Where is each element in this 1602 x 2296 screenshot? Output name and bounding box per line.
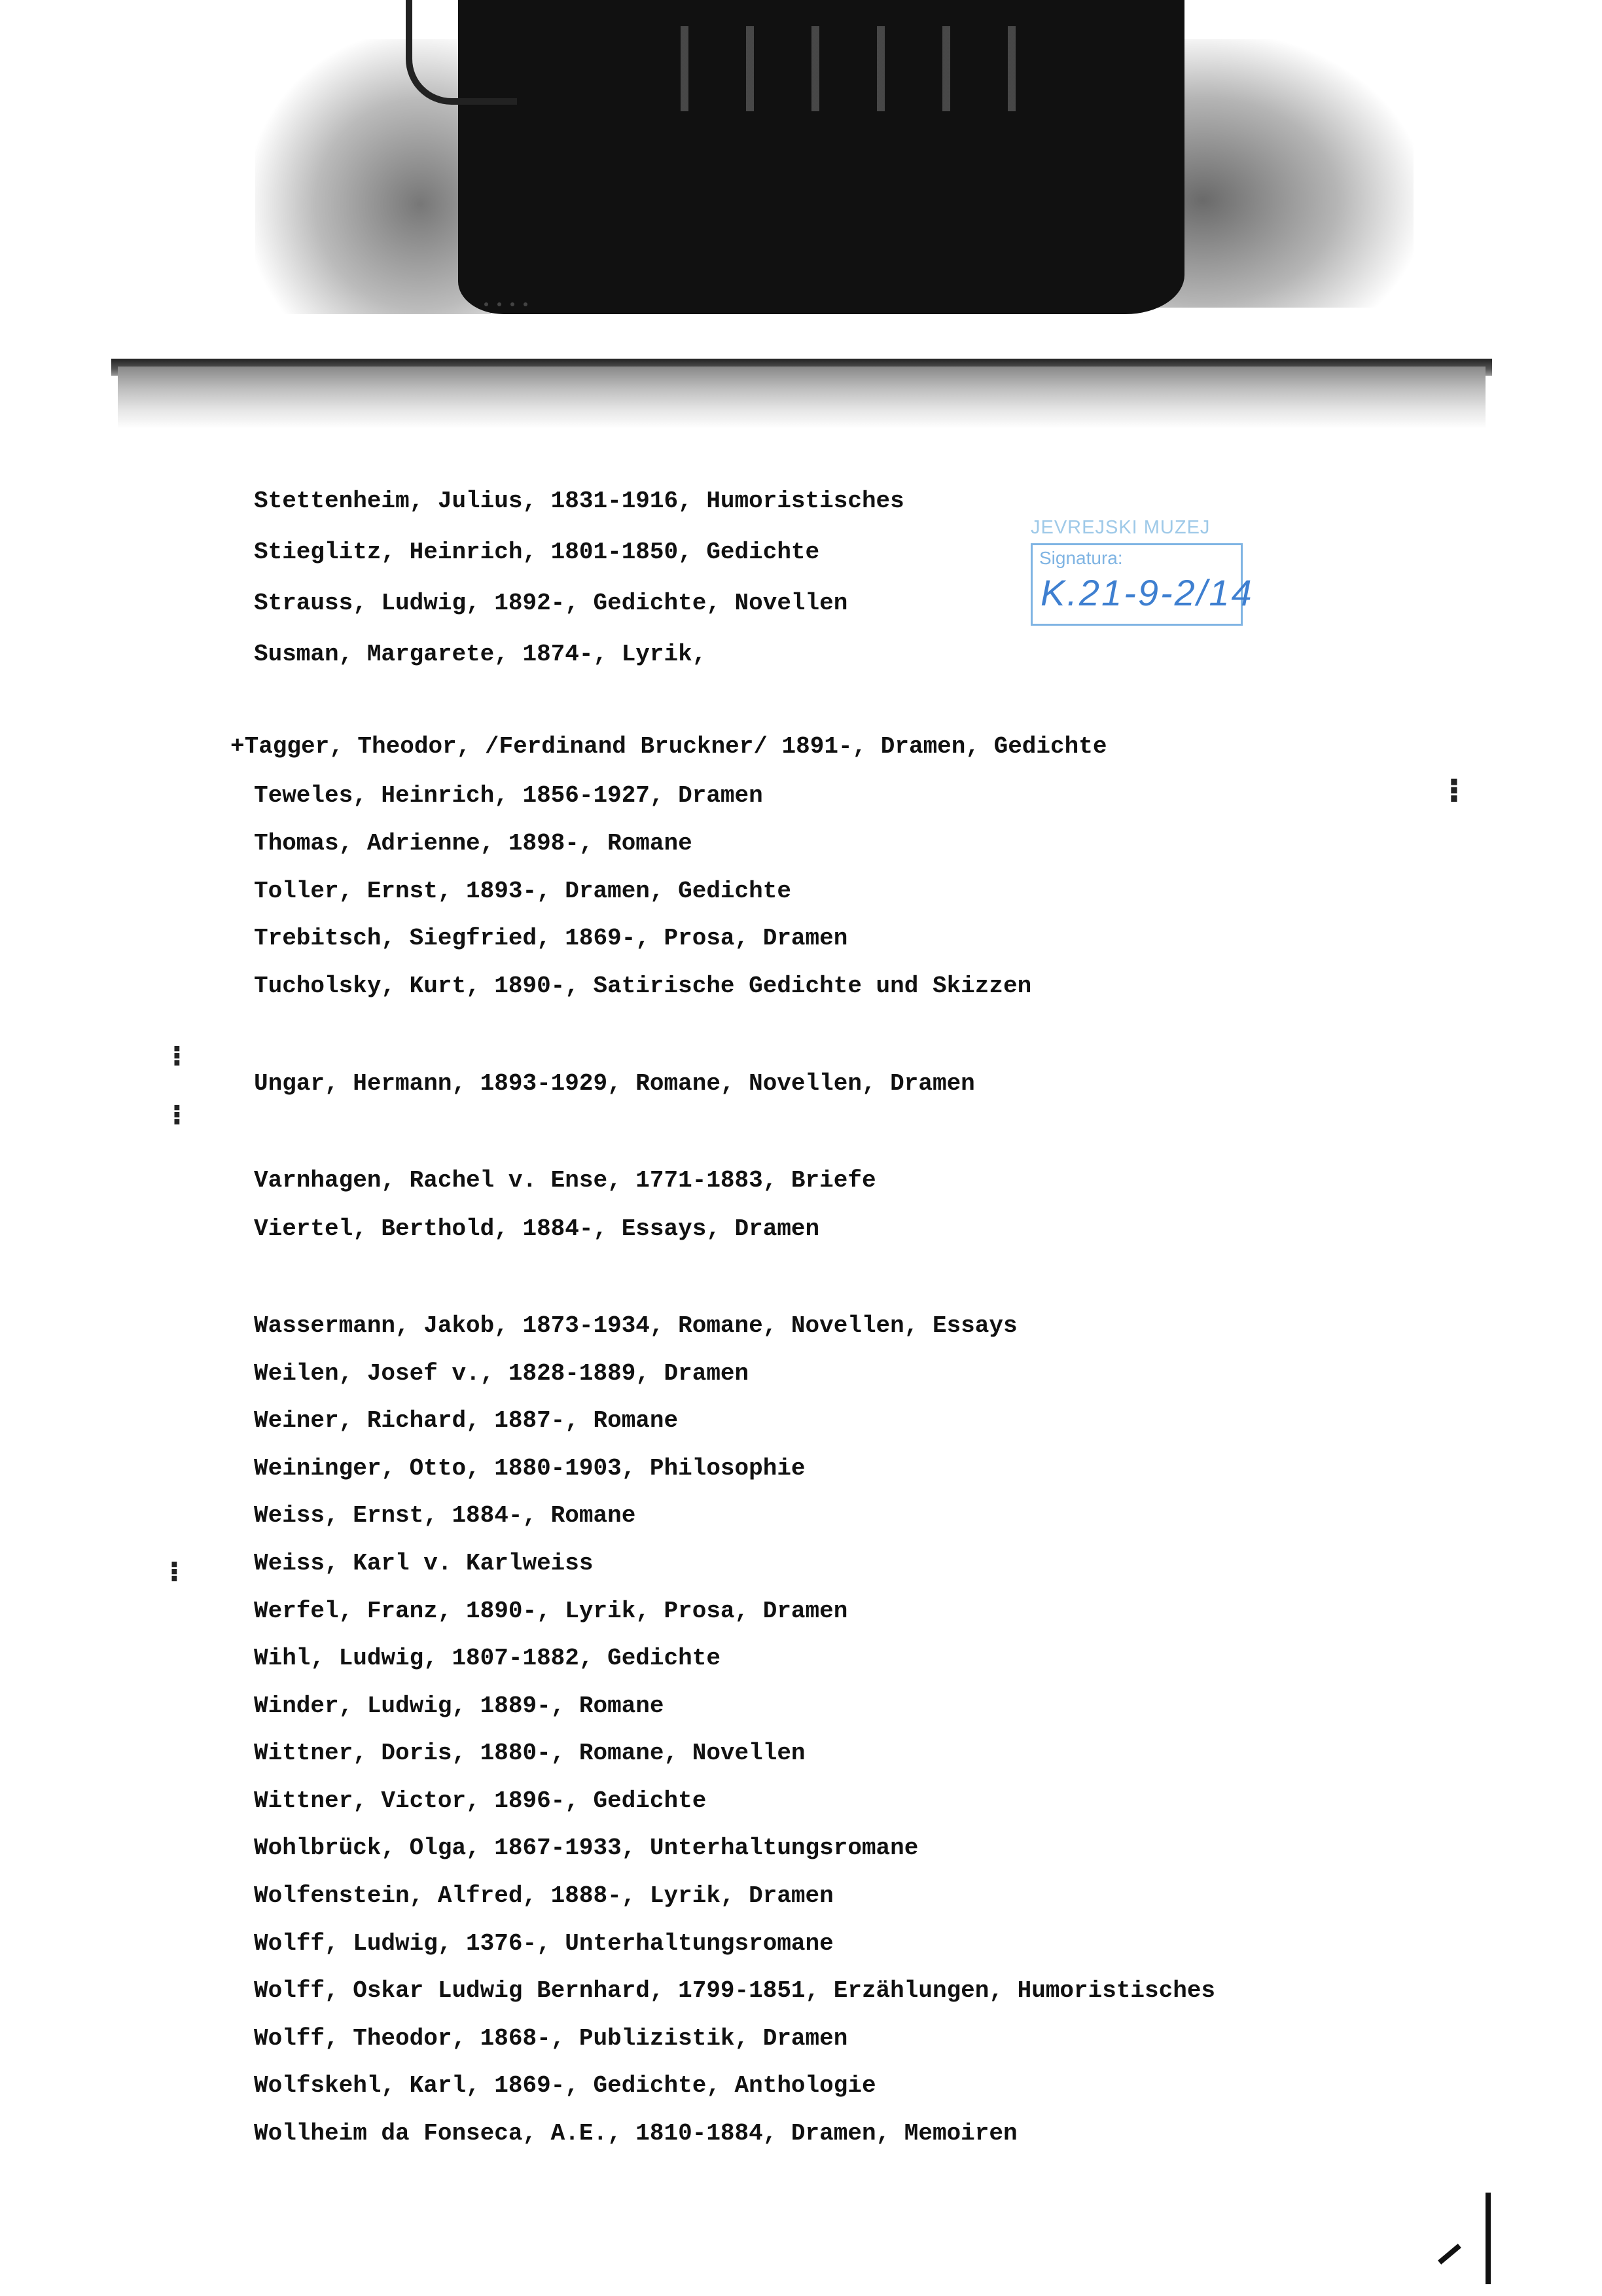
author-entry: Thomas, Adrienne, 1898-, Romane bbox=[254, 830, 692, 857]
author-entry: Stieglitz, Heinrich, 1801-1850, Gedichte bbox=[254, 539, 820, 565]
author-entry: Wihl, Ludwig, 1807-1882, Gedichte bbox=[254, 1645, 721, 1672]
author-entry: Wolff, Ludwig, 1376-, Unterhaltungsromane bbox=[254, 1930, 834, 1957]
author-entry: Viertel, Berthold, 1884-, Essays, Dramen bbox=[254, 1215, 820, 1242]
author-entry: Wassermann, Jakob, 1873-1934, Romane, Novellen, Essays bbox=[254, 1312, 1018, 1339]
author-entry: Weiss, Ernst, 1884-, Romane bbox=[254, 1502, 636, 1529]
margin-mark: ⁝ bbox=[171, 1039, 183, 1073]
photocopied-cable bbox=[406, 0, 517, 105]
stamp-label: Signatura: bbox=[1039, 548, 1123, 568]
author-entry: Tucholsky, Kurt, 1890-, Satirische Gedichte und Skizzen bbox=[254, 973, 1032, 999]
corner-mark bbox=[1446, 2193, 1491, 2284]
author-entry: Werfel, Franz, 1890-, Lyrik, Prosa, Dramen bbox=[254, 1598, 848, 1624]
speck-dots bbox=[484, 298, 681, 317]
author-entry: Weininger, Otto, 1880-1903, Philosophie bbox=[254, 1455, 806, 1482]
author-entry: Susman, Margarete, 1874-, Lyrik, bbox=[254, 641, 707, 668]
author-entry: Wolff, Oskar Ludwig Bernhard, 1799-1851, Erzählungen, Humoristisches bbox=[254, 1977, 1216, 2004]
author-entry: Wolff, Theodor, 1868-, Publizistik, Dramen bbox=[254, 2025, 848, 2052]
author-entry: Wolfskehl, Karl, 1869-, Gedichte, Anthologie bbox=[254, 2072, 876, 2099]
author-entry: Wolfenstein, Alfred, 1888-, Lyrik, Dramen bbox=[254, 1882, 834, 1909]
margin-mark: ⁝ bbox=[169, 1555, 180, 1588]
author-entry: Ungar, Hermann, 1893-1929, Romane, Novellen, Dramen bbox=[254, 1070, 975, 1097]
page-edge-shadow bbox=[118, 367, 1486, 429]
author-entry: Toller, Ernst, 1893-, Dramen, Gedichte bbox=[254, 878, 791, 905]
author-entry: +Tagger, Theodor, /Ferdinand Bruckner/ 1891-, Dramen, Gedichte bbox=[230, 733, 1107, 760]
photocopied-object-detail bbox=[654, 26, 1047, 111]
margin-mark: ⁝ bbox=[171, 1098, 183, 1132]
stamp-signature-value: K.21-9-2/14 bbox=[1041, 572, 1254, 613]
author-entry: Winder, Ludwig, 1889-, Romane bbox=[254, 1693, 664, 1719]
author-entry: Strauss, Ludwig, 1892-, Gedichte, Novellen bbox=[254, 590, 848, 617]
author-entry: Weiner, Richard, 1887-, Romane bbox=[254, 1407, 679, 1434]
stamp-museum-name: JEVREJSKI MUZEJ bbox=[1031, 517, 1211, 538]
author-entry: Wittner, Victor, 1896-, Gedichte bbox=[254, 1787, 707, 1814]
author-entry: Varnhagen, Rachel v. Ense, 1771-1883, Briefe bbox=[254, 1167, 876, 1194]
author-entry: Teweles, Heinrich, 1856-1927, Dramen bbox=[254, 782, 763, 809]
author-entry: Weiss, Karl v. Karlweiss bbox=[254, 1550, 594, 1577]
author-entry: Wohlbrück, Olga, 1867-1933, Unterhaltungsromane bbox=[254, 1835, 919, 1861]
author-entry: Trebitsch, Siegfried, 1869-, Prosa, Dramen bbox=[254, 925, 848, 952]
author-entry: Weilen, Josef v., 1828-1889, Dramen bbox=[254, 1360, 749, 1387]
margin-mark: ⁝ bbox=[1448, 771, 1461, 810]
author-entry: Stettenheim, Julius, 1831-1916, Humoristisches bbox=[254, 488, 904, 514]
author-entry: Wollheim da Fonseca, A.E., 1810-1884, Dramen, Memoiren bbox=[254, 2120, 1018, 2147]
author-entry: Wittner, Doris, 1880-, Romane, Novellen bbox=[254, 1740, 806, 1767]
